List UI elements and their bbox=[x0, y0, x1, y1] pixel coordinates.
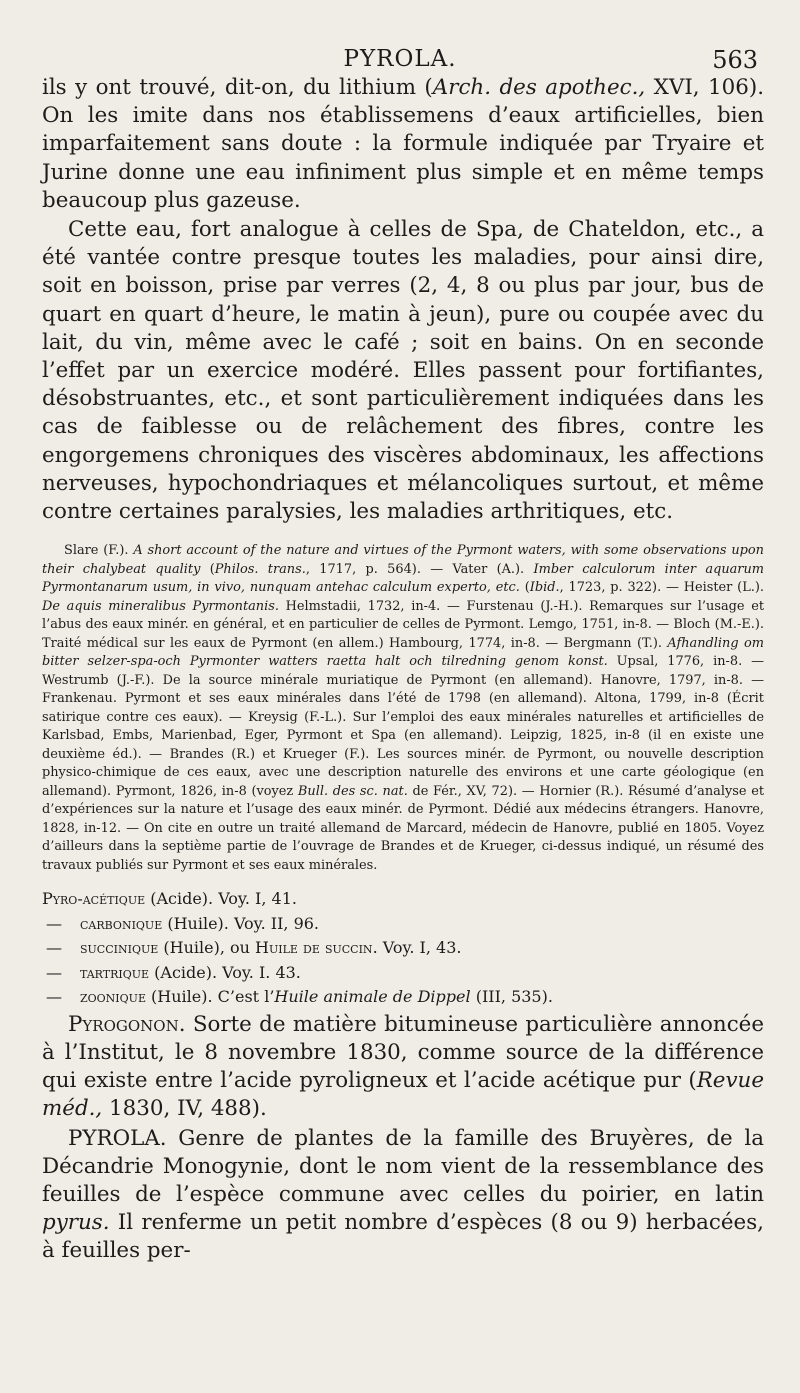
headword-pyrola: PYROLA. bbox=[68, 1125, 167, 1151]
bibliography-text: Slare (F.). A short account of the nature and virtues of the Pyrmont waters, with some observations upon their chalybeat quality (Philos. trans., 1717, p. 564). — Vater (A.). Imber calculorum inter aquarum Pyrmontanarum usum, in vivo, nunquam antehac calculum experto, etc. (Ibid., 1723, p. 322). — Heister (L.). De aquis mineralibus Pyrmontanis. Helmstadii, 1732, in-4. — Furstenau (J.-H.). Remarques sur l’usage et l’abus des eaux minér. en général, et en particulier de celles de Pyrmont. Lemgo, 1751, in-8. — Bloch (M.-E.). Traité médical sur les eaux de Pyrmont (en allem.) Hambourg, 1774, in-8. — Bergmann (T.). Afhandling om bitter selzer-spa-och Pyrmonter watters raetta halt och tilredning genom konst. Upsal, 1776, in-8. — Westrumb (J.-F.). De la source minérale muriatique de Pyrmont (en allemand). Hanovre, 1797, in-8. — Frankenau. Pyrmont et ses eaux minérales dans l’été de 1798 (en allemand). Altona, 1799, in-8 (Écrit satirique contre ces eaux). — Kreysig (F.-L.). Sur l’emploi des eaux minérales naturelles et artificielles de Karlsbad, Embs, Marienbad, Eger, Pyrmont et Spa (en allemand). Leipzig, 1825, in-8 (il en existe une deuxième éd.). — Brandes (R.) et Krueger (F.). Les sources minér. de Pyrmont, ou nouvelle description physico-chimique de ces eaux, avec une description naturelle des environs et une carte géologique (en allemand). Pyrmont, 1826, in-8 (voyez Bull. des sc. nat. de Fér., XV, 72). — Hornier (R.). Résumé d’analyse et d’expériences sur la nature et l’usage des eaux minér. de Pyrmont. Dédié aux médecins étrangers. Hanovre, 1828, in-12. — On cite en outre un traité allemand de Marcard, médecin de Hanovre, publié en 1805. Voyez d’ailleurs dans la septième partie de l’ouvrage de Brandes et de Krueger, ci-dessus indiqué, un résumé des travaux publiés sur Pyrmont et ses eaux minérales. bbox=[42, 543, 765, 873]
entry-tartrique: — tartrique (Acide). Voy. I. 43. bbox=[46, 962, 301, 982]
body-text bbox=[42, 74, 764, 1266]
entry-succinique: — succinique (Huile), ou Huile de succin. Voy. I, 43. bbox=[46, 938, 462, 958]
running-head bbox=[42, 46, 758, 76]
entry-carbonique: — carbonique (Huile). Voy. II, 96. bbox=[46, 913, 320, 933]
paragraph-continuation: ils y ont trouvé, dit-on, du lithium (Arch. des apothec., XVI, 106). On les imite dans nos établissemens d’eaux artificielles, bien imparfaitement sans doute : la formule indiquée par Tryaire et Jurine donne une eau infiniment plus simple et en même temps beaucoup plus gazeuse. bbox=[42, 75, 764, 213]
paragraph-uses: Cette eau, fort analogue à celles de Spa, de Chateldon, etc., a été vantée contre presque toutes les maladies, pour ainsi dire, soit en boisson, prise par verres (2, 4, 8 ou plus par jour, bus de quart en quart d’heure, le matin à jeun), pure ou coupée avec du lait, du vin, même avec le café ; soit en bains. On en seconde l’effet par un exercice modéré. Elles passent pour fortifiantes, désobstruantes, etc., et sont particulièrement indiquées dans les cas de faiblesse ou de relâchement des fibres, contre les engorgemens chroniques des viscères abdominaux, les affections nerveuses, hypochondriaques et mélancoliques surtout, et même contre certaines paralysies, les maladies arthritiques, etc. bbox=[42, 217, 764, 525]
running-title: PYROLA. bbox=[343, 46, 457, 72]
article-pyrogonon: Pyrogonon. Sorte de matière bitumineuse particulière annoncée à l’Institut, le 8 novembre 1830, comme source de la différence qui existe entre l’acide pyroligneux et l’acide acétique pur (Revue méd., 1830, IV, 488). bbox=[42, 1011, 764, 1122]
bibliography bbox=[42, 542, 764, 875]
page-number: 563 bbox=[712, 46, 758, 74]
entry-pyro-acetique: Pyro-acétique (Acide). Voy. I, 41. bbox=[42, 889, 297, 909]
article-pyrola: PYROLA. Genre de plantes de la famille des Bruyères, de la Décandrie Monogynie, dont le nom vient de la ressemblance des feuilles de l’espèce commune avec celles du poirier, en latin pyrus. Il renferme un petit nombre d’espèces (8 ou 9) herbacées, à feuilles per- bbox=[42, 1125, 764, 1264]
entry-zoonique: — zoonique (Huile). C’est l’Huile animale de Dippel (III, 535). bbox=[46, 987, 553, 1007]
pyro-entries bbox=[42, 887, 764, 1010]
headword-pyrogonon: Pyrogonon. bbox=[68, 1011, 186, 1037]
